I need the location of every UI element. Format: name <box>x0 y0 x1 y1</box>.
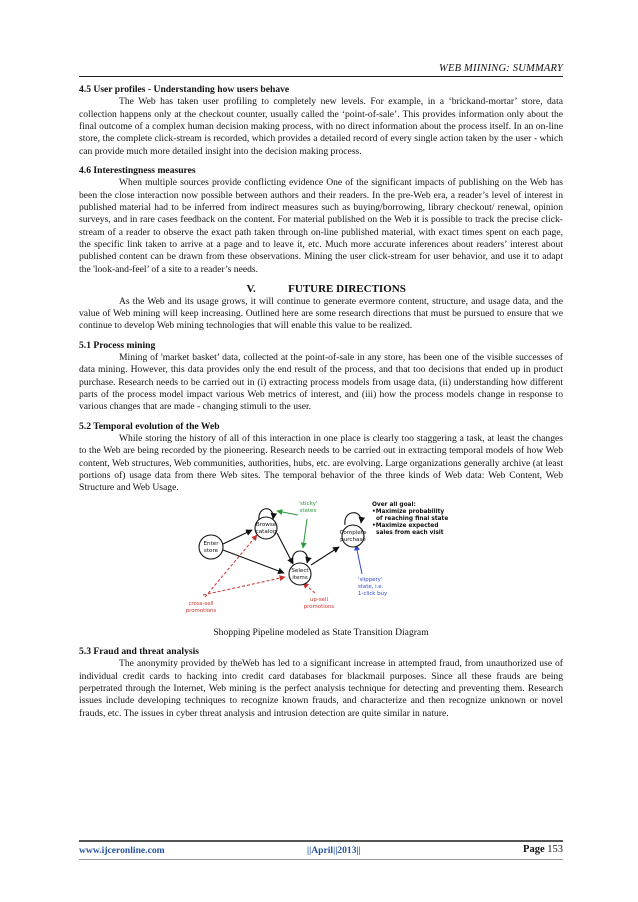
section-5-title: FUTURE DIRECTIONS <box>288 283 406 296</box>
slippery-label-3: 1-click buy <box>358 590 388 597</box>
label-complete-1: Complete <box>339 529 367 536</box>
section-5-paragraph: As the Web and its usage grows, it will continue to generate evermore content, structure, and usage data, and the value of Web mining will keep increasing. Outlined here are some research directions that must be pursued to ensure that we continue to develop Web mining technologies that will enable this value to be realized. <box>79 295 563 332</box>
up-sell-label-2: promotions <box>303 603 335 610</box>
goal-line-1: Over all goal: <box>372 501 416 508</box>
section-5-1-paragraph: Mining of 'market basket’ data, collected at the point-of-sale in any store, has been one of the visible successes of data mining. However, this data provides only the end result of the process, and that too decisions that ended up in product purchase. Research needs to be carried out in (i) extracting process models from usage data, (ii) understanding how different parts of the process model impact various Web metrics of interest, and (iii) how the process models change in response to various changes that are made - changing stimuli to the user. <box>79 351 563 413</box>
footer-date: ||April||2013|| <box>307 845 361 856</box>
page-number: 153 <box>547 844 563 855</box>
slippery-label-1: 'slippery' <box>358 576 383 583</box>
cross-sell-label-1: cross-sell <box>188 600 214 607</box>
section-5-2-paragraph: While storing the history of all of this interaction in one place is clearly too staggering a task, at least the changes to the Web are being recorded by the pioneering. Research needs to be carried out in extracting temporal models of how Web content, Web structures, Web communities, authorities, hubs, etc. are evolving. Large organizations generally archive (at least portions of) usage data from there Web sites. The temporal behavior of the three kinds of Web data: Web Content, Web Structure and Web Usage. <box>79 432 563 494</box>
figure-caption: Shopping Pipeline modeled as State Transition Diagram <box>213 626 429 638</box>
goal-line-2: •Maximize probability <box>372 508 445 515</box>
section-5-2-heading: 5.2 Temporal evolution of the Web <box>79 420 220 432</box>
running-head: WEB MIINING: SUMMARY <box>439 63 563 74</box>
state-transition-diagram <box>79 497 563 627</box>
page-footer <box>79 840 563 860</box>
slippery-label-2: state, i.e. <box>358 583 384 590</box>
section-5-1-heading: 5.1 Process mining <box>79 339 156 351</box>
label-browse-1: Browse <box>255 521 277 528</box>
article-body <box>79 84 563 720</box>
sticky-label-2: states <box>299 507 317 514</box>
diagram-svg <box>79 497 563 627</box>
edge-enter-browse <box>223 530 252 544</box>
goal-line-4: •Maximize expected <box>372 522 439 529</box>
page-label: Page <box>523 844 545 855</box>
footer-url[interactable]: www.ijceronline.com <box>79 845 165 856</box>
sticky-arrow-browse <box>277 511 298 515</box>
label-browse-2: catalog <box>255 528 277 535</box>
label-enter-1: Enter <box>203 540 219 547</box>
section-5-number: V. <box>246 283 256 296</box>
cross-sell-label-2: promotions <box>185 607 217 614</box>
label-complete-2: purchase <box>340 536 366 543</box>
up-sell-label-1: up-sell <box>310 596 328 603</box>
section-5-3-heading: 5.3 Fraud and threat analysis <box>79 646 200 657</box>
sticky-arrow-select <box>303 519 307 548</box>
label-select-2: items <box>292 574 308 581</box>
node-browse-catalog <box>255 517 277 539</box>
section-5-heading <box>79 283 563 295</box>
footer-page <box>523 844 563 855</box>
section-5-3-paragraph: The anonymity provided by theWeb has led to a significant increase in attempted fraud, from unauthorized use of individual credit cards to hacking into credit card databases for blackmail purposes. Since all these frauds are being perpetrated through the Internet, Web mining is the perfect analysis technique for detecting and preventing them. Research issues include developing techniques to recognize known frauds, and characterize and then recognize unknown or novel frauds, etc. The issues in cyber threat analysis and intrusion detection are quite similar in nature. <box>79 658 563 719</box>
edge-browse-select <box>277 533 293 564</box>
section-4-5-paragraph: The Web has taken user profiling to completely new levels. For example, in a ‘brickand-mortar’ store, data collection happens only at the checkout counter, usually called the ‘point-of-sale’. This provides information only about the final outcome of a complex human decision making process, with no direct information about the process itself. In an on-line store, the complete click-stream is recorded, which provides a detailed record of every single action taken by the user - which can provide much more detailed insight into the decision making process. <box>79 96 563 157</box>
node-select-items <box>289 563 311 585</box>
edge-select-complete <box>311 547 339 565</box>
loop-select <box>293 551 308 563</box>
edge-enter-select <box>223 550 284 573</box>
sticky-label-1: 'sticky' <box>298 500 318 507</box>
goal-line-3: of reaching final state <box>376 515 449 522</box>
header-rule <box>79 76 563 77</box>
section-4-6-heading: 4.6 Interestingness measures <box>79 165 196 177</box>
section-4-6-paragraph: When multiple sources provide conflicting evidence One of the significant impacts of publishing on the Web has been the close interaction now possible between authors and their readers. In the pre-Web era, a reader’s level of interest in published material had to be inferred from indirect measures such as buying/borrowing, library checkout/ renewal, opinion surveys, and in rare cases feedback on the content. For material published on the Web it is possible to track the precise click-stream of a reader to observe the exact path taken through on-line published material, with exact times spent on each page, the specific link taken to arrive at a page and to leave it, etc. Much more accurate inferences about readers’ interest about published content can be drawn from these observations. Mining the user click-stream for user behavior, and use it to adapt the 'look-and-feel’ of a site to a reader’s needs. <box>79 177 563 275</box>
slippery-arrow <box>356 545 362 574</box>
goal-line-5: sales from each visit <box>376 529 444 536</box>
node-complete-purchase <box>342 525 364 547</box>
section-4-5-heading: 4.5 User profiles - Understanding how users behave <box>79 84 290 95</box>
label-enter-2: store <box>203 547 219 554</box>
cross-sell-arrow-1 <box>203 577 285 595</box>
loop-complete <box>345 512 361 524</box>
label-select-1: Select <box>291 567 309 574</box>
node-enter-store <box>199 535 223 559</box>
